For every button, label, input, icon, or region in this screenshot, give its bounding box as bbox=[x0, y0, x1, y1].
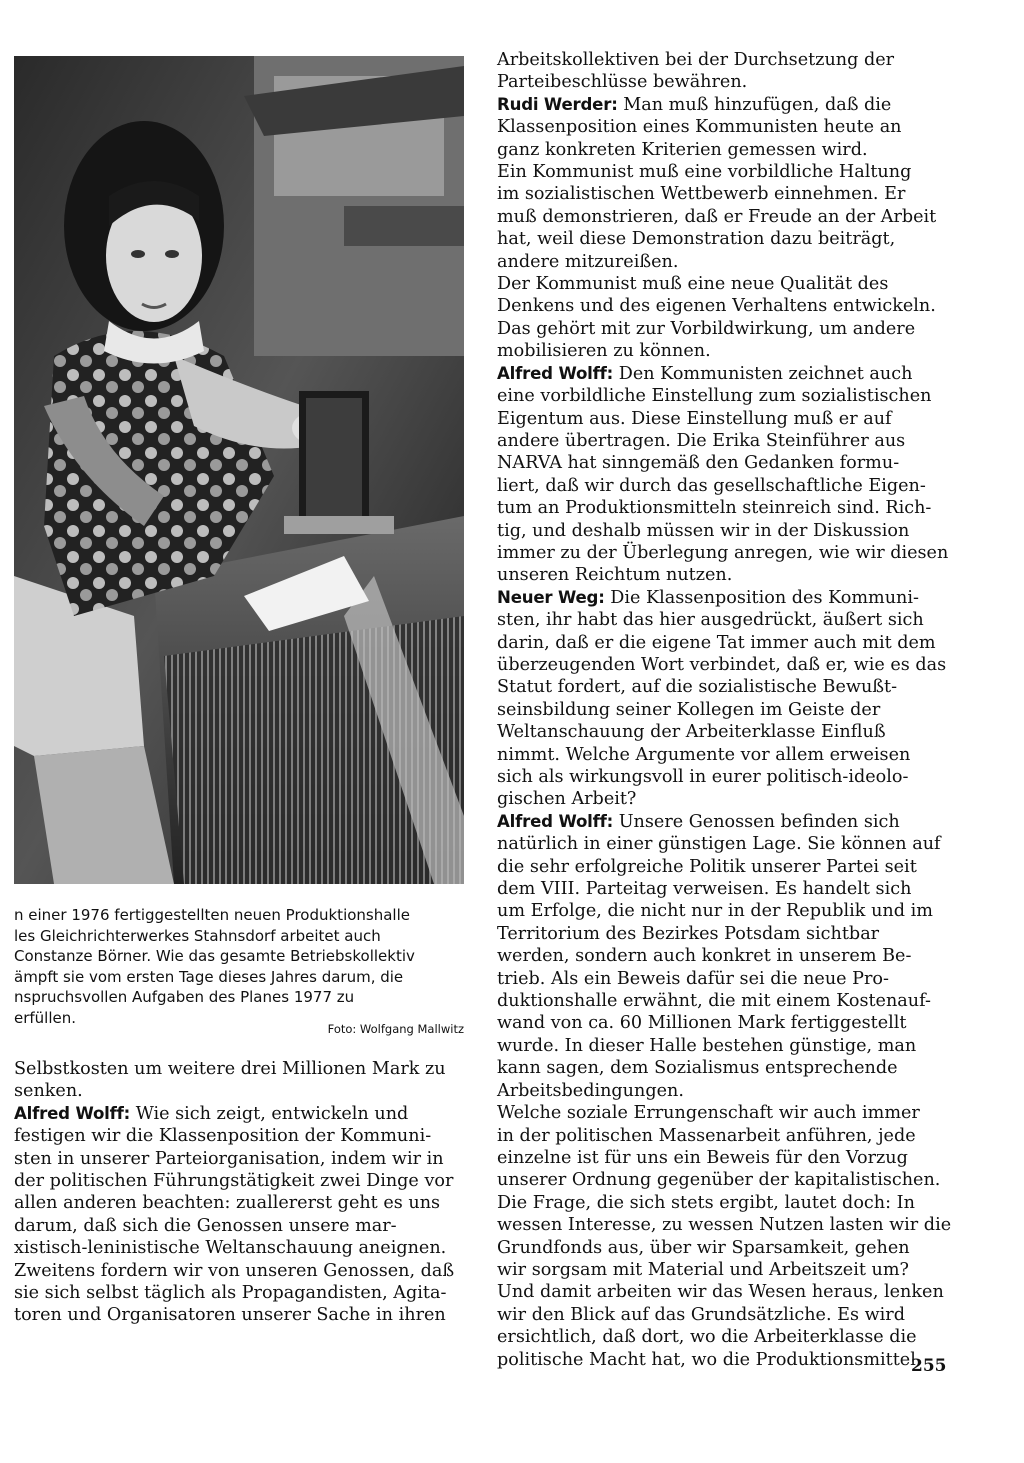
text-line: eine vorbildliche Einstellung zum sozialistischen bbox=[497, 386, 932, 407]
text-line: ersichtlich, daß dort, wo die Arbeiterklasse die bbox=[497, 1327, 917, 1348]
text-line: einzelne ist für uns ein Beweis für den Vorzug bbox=[497, 1147, 908, 1168]
text-line: Die Frage, die sich stets ergibt, lautet doch: In bbox=[497, 1192, 915, 1213]
text-line: Zweitens fordern wir von unseren Genossen, daß bbox=[14, 1260, 455, 1281]
paragraph bbox=[14, 1058, 464, 1103]
text-line: wand von ca. 60 Millionen Mark fertiggestellt bbox=[497, 1013, 907, 1034]
photo-illustration bbox=[14, 56, 464, 884]
text-line: politische Macht hat, wo die Produktionsmittel bbox=[497, 1349, 916, 1370]
text-span: Wie sich zeigt, entwickeln und bbox=[135, 1103, 409, 1124]
text-line: allen anderen beachten: zuallererst geht es uns bbox=[14, 1193, 441, 1214]
paragraph bbox=[14, 1103, 464, 1327]
speaker-label: Alfred Wolff: bbox=[14, 1103, 131, 1123]
text-line bbox=[497, 363, 949, 385]
text-line: Welche soziale Errungenschaft wir auch immer bbox=[497, 1103, 920, 1124]
text-line: Klassenposition eines Kommunisten heute an bbox=[497, 117, 902, 138]
speaker-label: Neuer Weg: bbox=[497, 587, 605, 607]
text-span: Unsere Genossen befinden sich bbox=[618, 811, 900, 832]
text-line: muß demonstrieren, daß er Freude an der Arbeit bbox=[497, 206, 937, 227]
text-line: der politischen Führungstätigkeit zwei Dinge vor bbox=[14, 1171, 454, 1192]
text-line: hat, weil diese Demonstration dazu beiträgt, bbox=[497, 229, 896, 250]
text-line: Arbeitsbedingungen. bbox=[497, 1080, 684, 1101]
caption-line: Constanze Börner. Wie das gesamte Betriebskollektiv bbox=[14, 947, 415, 965]
text-line: die sehr erfolgreiche Politik unserer Partei seit bbox=[497, 856, 917, 877]
text-line: wurde. In dieser Halle bestehen günstige, man bbox=[497, 1035, 917, 1056]
text-line bbox=[497, 587, 949, 609]
text-line: Eigentum aus. Diese Einstellung muß er auf bbox=[497, 408, 892, 429]
text-line: wir sorgsam mit Material und Arbeitszeit um? bbox=[497, 1259, 909, 1280]
text-line: Ein Kommunist muß eine vorbildliche Haltung bbox=[497, 162, 912, 183]
paragraph bbox=[497, 1102, 952, 1371]
text-line: unserer Ordnung gegenüber der kapitalistischen. bbox=[497, 1170, 941, 1191]
caption-line: n einer 1976 fertiggestellten neuen Produktionshalle bbox=[14, 906, 410, 924]
text-line: tig, und deshalb müssen wir in der Diskussion bbox=[497, 520, 910, 541]
text-line: Und damit arbeiten wir das Wesen heraus, lenken bbox=[497, 1282, 944, 1303]
text-line: nimmt. Welche Argumente vor allem erweisen bbox=[497, 744, 911, 765]
text-line: natürlich in einer günstigen Lage. Sie können auf bbox=[497, 834, 941, 855]
paragraph bbox=[497, 161, 949, 273]
paragraph bbox=[497, 811, 949, 1102]
right-column bbox=[497, 49, 952, 1371]
speaker-label: Alfred Wolff: bbox=[497, 811, 614, 831]
page-number: 255 bbox=[911, 1356, 947, 1376]
text-line: Territorium des Bezirkes Potsdam sichtbar bbox=[497, 923, 880, 944]
text-line: duktionshalle erwähnt, die mit einem Kostenauf- bbox=[497, 991, 931, 1012]
loom-worker-photo bbox=[14, 56, 464, 884]
text-line: kann sagen, dem Sozialismus entsprechende bbox=[497, 1058, 898, 1079]
paragraph bbox=[497, 363, 949, 587]
text-line: Parteibeschlüsse bewähren. bbox=[497, 72, 748, 93]
text-line: Selbstkosten um weitere drei Millionen Mark zu bbox=[14, 1059, 446, 1079]
text-line: mobilisieren zu können. bbox=[497, 341, 711, 362]
paragraph bbox=[497, 587, 949, 811]
text-line: toren und Organisatoren unserer Sache in ihren bbox=[14, 1305, 446, 1326]
text-line: seinsbildung seiner Kollegen im Geiste der bbox=[497, 699, 881, 720]
speaker-label: Alfred Wolff: bbox=[497, 363, 614, 383]
caption-line: les Gleichrichterwerkes Stahnsdorf arbeitet auch bbox=[14, 926, 381, 945]
text-line bbox=[14, 1103, 464, 1125]
left-column bbox=[14, 1058, 464, 1327]
caption-line: erfüllen. bbox=[14, 1008, 77, 1027]
text-line: im sozialistischen Wettbewerb einnehmen. Er bbox=[497, 184, 906, 205]
text-line: Weltanschauung der Arbeiterklasse Einfluß bbox=[497, 722, 886, 743]
photo-caption bbox=[14, 905, 464, 1028]
text-line: dem VIII. Parteitag verweisen. Es handelt sich bbox=[497, 879, 912, 900]
text-line: NARVA hat sinngemäß den Gedanken formu- bbox=[497, 453, 900, 474]
text-line: ganz konkreten Kriterien gemessen wird. bbox=[497, 139, 868, 160]
text-line: tum an Produktionsmitteln steinreich sind. Rich- bbox=[497, 498, 932, 519]
text-line bbox=[497, 811, 949, 833]
text-line: sich als wirkungsvoll in eurer politisch-ideolo- bbox=[497, 767, 909, 787]
text-line: sten, ihr habt das hier ausgedrückt, äußert sich bbox=[497, 610, 924, 631]
paragraph bbox=[497, 49, 949, 94]
text-line: Denkens und des eigenen Verhaltens entwickeln. bbox=[497, 296, 936, 317]
caption-line: nspruchsvollen Aufgaben des Planes 1977 zu bbox=[14, 988, 355, 1006]
text-line: andere übertragen. Die Erika Steinführer aus bbox=[497, 430, 906, 451]
text-line: Das gehört mit zur Vorbildwirkung, um andere bbox=[497, 318, 916, 339]
text-line: xistisch-leninistische Weltanschauung aneignen. bbox=[14, 1238, 447, 1259]
speaker-label: Rudi Werder: bbox=[497, 94, 618, 114]
text-line: Grundfonds aus, über wir Sparsamkeit, gehen bbox=[497, 1237, 910, 1258]
text-line: darin, daß er die eigene Tat immer auch mit dem bbox=[497, 632, 936, 653]
text-span: Die Klassenposition des Kommuni- bbox=[610, 587, 919, 608]
text-line: andere mitzureißen. bbox=[497, 251, 679, 272]
text-line: immer zu der Überlegung anregen, wie wir diesen bbox=[497, 542, 949, 563]
text-line: überzeugenden Wort verbindet, daß er, wie es das bbox=[497, 654, 947, 675]
text-line: sie sich selbst täglich als Propagandisten, Agita- bbox=[14, 1283, 447, 1304]
text-line: senken. bbox=[14, 1081, 83, 1102]
text-span: Den Kommunisten zeichnet auch bbox=[618, 363, 913, 384]
text-line: in der politischen Massenarbeit anführen, jede bbox=[497, 1125, 916, 1146]
text-line: wir den Blick auf das Grundsätzliche. Es wird bbox=[497, 1304, 905, 1325]
text-line: trieb. Als ein Beweis dafür sei die neue Pro- bbox=[497, 968, 889, 989]
text-line: festigen wir die Klassenposition der Kommuni- bbox=[14, 1126, 432, 1147]
photo-credit: Foto: Wolfgang Mallwitz bbox=[327, 1022, 464, 1036]
caption-line: ämpft sie vom ersten Tage dieses Jahres darum, die bbox=[14, 967, 404, 986]
text-line: Der Kommunist muß eine neue Qualität des bbox=[497, 274, 889, 295]
text-line: Statut fordert, auf die sozialistische Bewußt- bbox=[497, 677, 898, 698]
text-line bbox=[497, 94, 949, 116]
text-line: wessen Interesse, zu wessen Nutzen lasten wir die bbox=[497, 1215, 952, 1236]
text-line: sten in unserer Parteiorganisation, indem wir in bbox=[14, 1148, 444, 1169]
text-line: darum, daß sich die Genossen unsere mar- bbox=[14, 1215, 397, 1236]
text-line: liert, daß wir durch das gesellschaftliche Eigen- bbox=[497, 475, 926, 496]
text-line: unseren Reichtum nutzen. bbox=[497, 565, 733, 586]
text-span: Man muß hinzufügen, daß die bbox=[623, 94, 892, 115]
paragraph bbox=[497, 273, 949, 363]
text-line: um Erfolge, die nicht nur in der Republik und im bbox=[497, 901, 933, 922]
text-line: Arbeitskollektiven bei der Durchsetzung der bbox=[497, 50, 895, 70]
text-line: werden, sondern auch konkret in unserem Be- bbox=[497, 946, 912, 967]
paragraph bbox=[497, 94, 949, 161]
text-line: gischen Arbeit? bbox=[497, 789, 637, 810]
